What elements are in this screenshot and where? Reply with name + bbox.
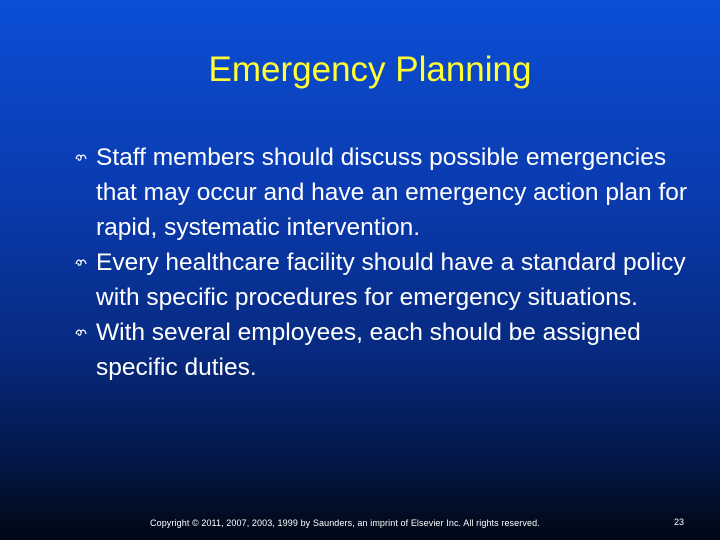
bullet-text: With several employees, each should be assigned specific duties. <box>96 319 641 381</box>
copyright-footer: Copyright © 2011, 2007, 2003, 1999 by Saunders, an imprint of Elsevier Inc. All rights reserved. <box>150 518 540 528</box>
bullet-text: Staff members should discuss possible emergencies that may occur and have an emergency action plan for rapid, systematic intervention. <box>96 144 688 241</box>
bullet-item <box>70 245 695 315</box>
swirl-bullet-icon <box>75 153 87 163</box>
page-number: 23 <box>674 517 685 527</box>
bullet-item <box>70 315 695 385</box>
slide-title: Emergency Planning <box>208 50 532 89</box>
swirl-bullet-icon <box>75 258 87 268</box>
bullet-text: Every healthcare facility should have a standard policy with specific procedures for emergency situations. <box>96 249 686 311</box>
bullet-list <box>70 140 695 385</box>
swirl-bullet-icon <box>75 328 87 338</box>
bullet-item <box>70 140 695 245</box>
